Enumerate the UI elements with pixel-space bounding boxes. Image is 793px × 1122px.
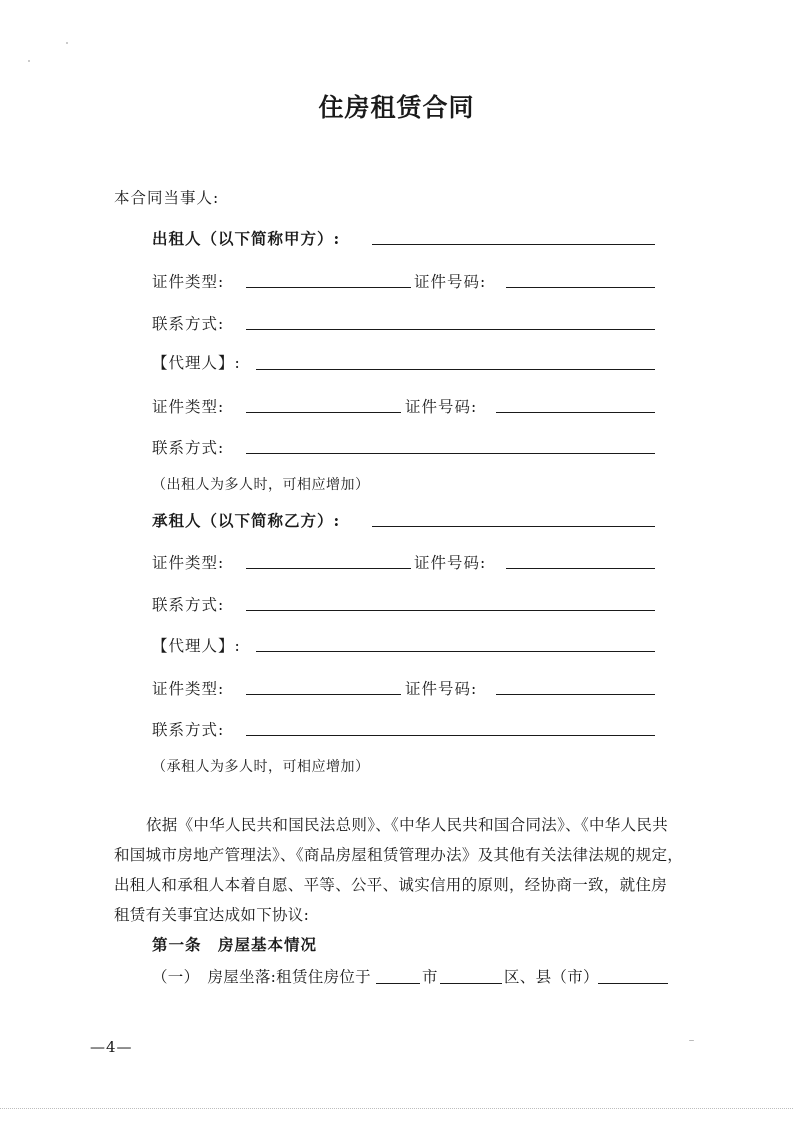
lessee-agent-id-number-label: 证件号码: (405, 680, 478, 698)
lessee-agent-id-type-label: 证件类型: (152, 680, 225, 698)
lessor-agent-contact-label: 联系方式: (152, 439, 225, 457)
document-title: 住房租赁合同 (318, 93, 475, 122)
lessee-agent-id-type-blank[interactable] (246, 694, 401, 695)
lessee-note: （承租人为多人时，可相应增加） (152, 759, 370, 775)
bottom-divider (0, 1108, 793, 1109)
city-label: 市 (422, 968, 439, 986)
lessor-agent-id-type-blank[interactable] (246, 412, 401, 413)
lessee-agent-contact-blank[interactable] (246, 735, 655, 736)
lessor-contact-label: 联系方式: (152, 315, 225, 333)
lessor-agent-blank[interactable] (256, 369, 655, 370)
basis-line-2: 和国城市房地产管理法》、《商品房屋租赁管理办法》及其他有关法律法规的规定， (114, 846, 684, 864)
lessor-id-number-blank[interactable] (506, 287, 655, 288)
basis-line-1: 依据《中华人民共和国民法总则》、《中华人民共和国合同法》、《中华人民共 (146, 816, 669, 834)
lessor-agent-id-type-label: 证件类型: (152, 398, 225, 416)
lessor-id-number-label: 证件号码: (414, 273, 487, 291)
lessee-agent-blank[interactable] (256, 651, 655, 652)
lessee-contact-label: 联系方式: (152, 596, 225, 614)
lessee-id-type-blank[interactable] (246, 568, 411, 569)
district-label: 区、县（市） (504, 968, 599, 986)
lessee-agent-id-number-blank[interactable] (496, 694, 655, 695)
county-blank[interactable] (598, 983, 668, 984)
scan-speck (66, 42, 68, 44)
lessor-agent-contact-blank[interactable] (246, 453, 655, 454)
lessee-name-blank[interactable] (372, 526, 655, 527)
lessee-agent-label: 【代理人】: (152, 637, 241, 655)
lessor-id-type-label: 证件类型: (152, 273, 225, 291)
lessor-note: （出租人为多人时，可相应增加） (152, 477, 370, 493)
article-1-item-1-prefix: （一） 房屋坐落:租赁住房位于 (152, 968, 371, 986)
scan-speck (28, 60, 30, 62)
lessor-id-type-blank[interactable] (246, 287, 411, 288)
article-1-heading: 第一条 房屋基本情况 (152, 935, 318, 954)
basis-line-3: 出租人和承租人本着自愿、平等、公平、诚实信用的原则，经协商一致，就住房 (114, 876, 668, 894)
page-number: —4— (90, 1038, 133, 1056)
lessee-contact-blank[interactable] (246, 610, 655, 611)
lessor-agent-id-number-blank[interactable] (496, 412, 655, 413)
lessee-agent-contact-label: 联系方式: (152, 721, 225, 739)
district-blank[interactable] (440, 983, 502, 984)
lessor-contact-blank[interactable] (246, 329, 655, 330)
lessee-heading: 承租人（以下简称乙方）: (152, 511, 341, 530)
lessor-name-blank[interactable] (372, 244, 655, 245)
parties-intro: 本合同当事人: (114, 189, 220, 207)
lessee-id-number-blank[interactable] (506, 568, 655, 569)
scan-speck (689, 1040, 694, 1041)
lessor-agent-id-number-label: 证件号码: (405, 398, 478, 416)
lessee-id-type-label: 证件类型: (152, 554, 225, 572)
lessor-agent-label: 【代理人】: (152, 354, 241, 372)
lessee-id-number-label: 证件号码: (414, 554, 487, 572)
city-blank[interactable] (376, 983, 420, 984)
basis-line-4: 租赁有关事宜达成如下协议: (114, 906, 310, 924)
lessor-heading: 出租人（以下简称甲方）: (152, 229, 341, 248)
